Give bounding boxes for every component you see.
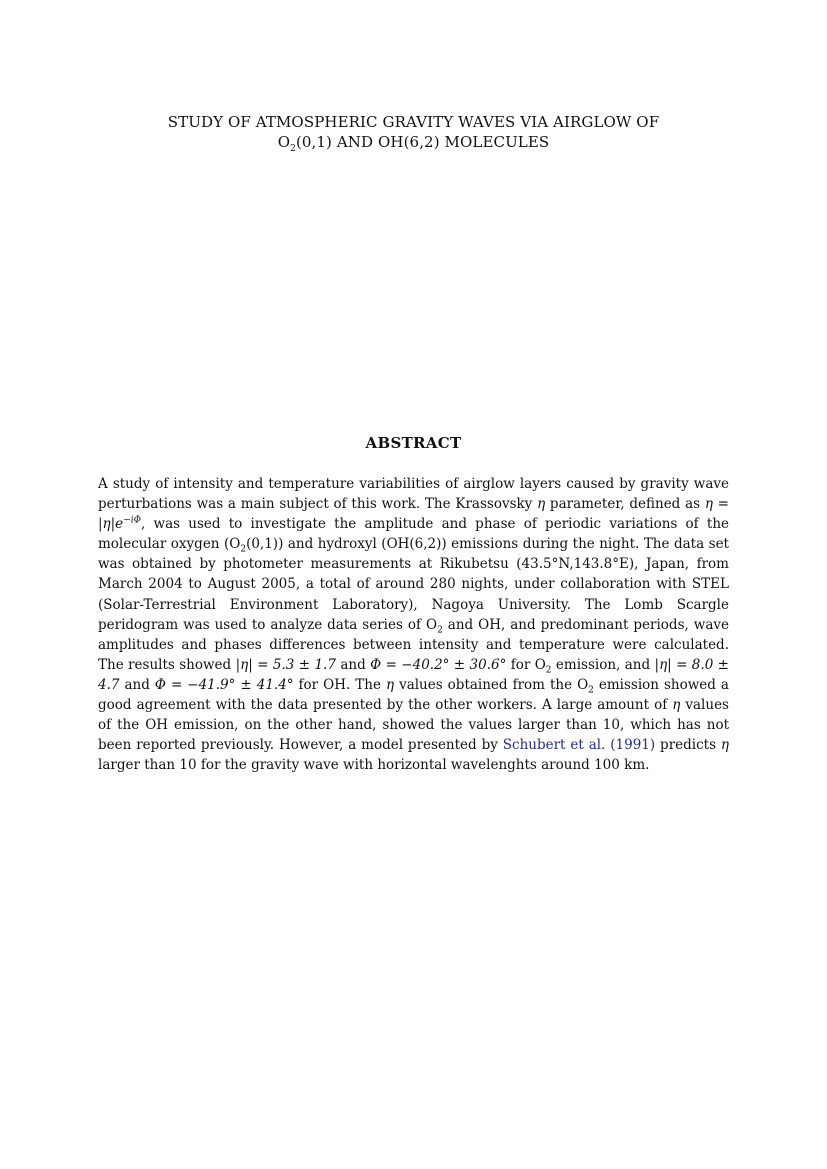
title-line-2 <box>98 132 729 152</box>
abstract-text-14: predicts <box>655 737 721 754</box>
abstract-text-13: values of the OH emission, on the other hand, showed the values larger than 10, which has not been reported previously. However, a model presented by <box>98 697 729 754</box>
abstract-heading: ABSTRACT <box>365 434 462 452</box>
abstract-text-5: and OH, and predominant periods, wave amplitudes and phases differences between intensity and temperature were calculated. The results showed <box>98 616 729 673</box>
abstract-text-9: and <box>119 676 155 693</box>
eta-symbol: η <box>672 697 681 714</box>
subscript-2: 2 <box>240 544 247 555</box>
citation-link-schubert[interactable]: Schubert et al. (1991) <box>502 737 656 754</box>
eta-abs-oh: |η| = 8.0 ± 4.7 <box>98 656 729 693</box>
abstract-text-2: parameter, defined as <box>545 496 705 513</box>
subscript-2: 2 <box>437 625 443 636</box>
eta-abs-o2: |η| = 5.3 ± 1.7 <box>235 656 336 673</box>
subscript-2: 2 <box>588 685 594 696</box>
abstract-text-7: for O <box>506 656 546 673</box>
subscript-2: 2 <box>545 665 552 676</box>
abstract-text-15: larger than 10 for the gravity wave with horizontal wavelenghts around 100 km. <box>98 757 650 774</box>
eta-symbol: η <box>720 737 730 754</box>
abstract-text-3: , was used to investigate the amplitude and phase of periodic variations of the molecular oxygen (O <box>98 516 729 553</box>
abstract-text-11: values obtained from the O <box>394 676 589 693</box>
title-line-2-rest: (0,1) AND OH(6,2) MOLECULES <box>295 133 550 151</box>
eta-definition-exponent: −iΦ <box>123 515 141 526</box>
eta-definition: η = |η|e <box>98 496 729 533</box>
phi-oh: Φ = −41.9° ± 41.4° <box>154 676 294 693</box>
abstract-paragraph <box>98 474 729 775</box>
eta-symbol: η <box>537 496 546 513</box>
eta-symbol: η <box>385 676 395 693</box>
abstract-text-4: (0,1)) and hydroxyl (OH(6,2)) emissions during the night. The data set was obtained by photometer measurements at Rikubetsu (43.5°N,143.8°E), Japan, from March 2004 to August 2005, a total of around 280 nights, under collaboration with STEL (Solar-Terrestrial Environment Laboratory), Nagoya University. The Lomb Scargle peridogram was used to analyze data series of O <box>98 536 729 633</box>
paper-title <box>98 112 729 152</box>
abstract-text-12: emission showed a good agreement with the data presented by the other workers. A large amount of <box>98 676 729 714</box>
title-subscript-2: 2 <box>290 144 296 154</box>
abstract-text-8: emission, and <box>551 656 655 673</box>
abstract-text-10: for OH. The <box>293 676 386 693</box>
title-o: O <box>277 133 291 151</box>
abstract-text-1: A study of intensity and temperature variabilities of airglow layers caused by gravity wave perturbations was a main subject of this work. The Krassovsky <box>98 476 729 513</box>
title-line-1: STUDY OF ATMOSPHERIC GRAVITY WAVES VIA AIRGLOW OF <box>167 113 660 131</box>
abstract-text-6: and <box>335 656 371 673</box>
phi-o2: Φ = −40.2° ± 30.6° <box>370 656 507 673</box>
